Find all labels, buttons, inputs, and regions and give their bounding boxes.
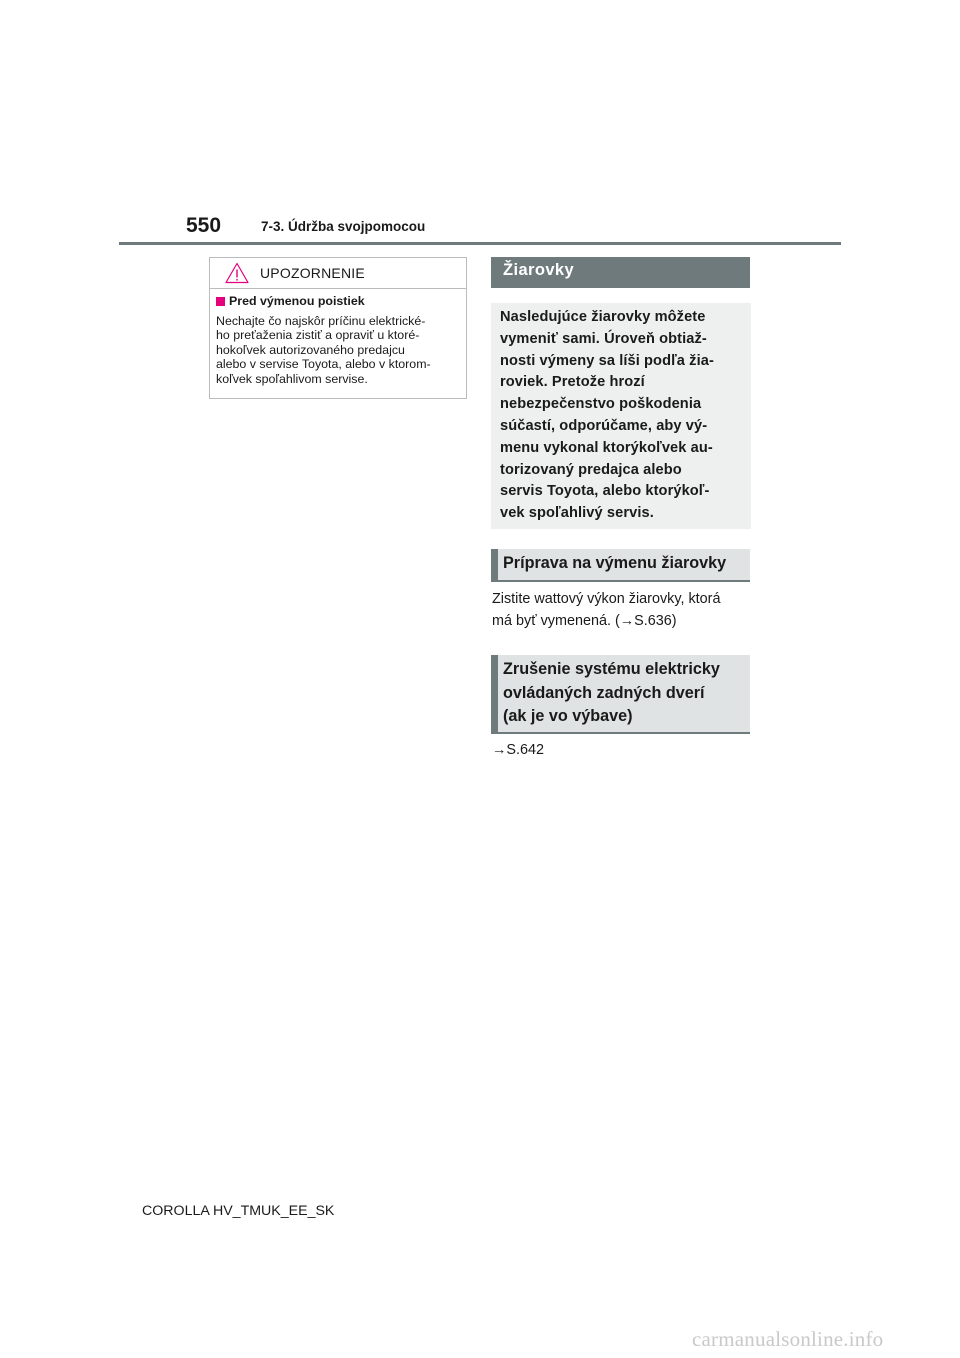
page-number: 550 [186, 214, 222, 237]
intro-line: Nasledujúce žiarovky môžete [500, 309, 706, 325]
intro-line: menu vykonal ktorýkoľvek au- [500, 439, 713, 456]
warning-body [210, 289, 466, 386]
warning-subheading [216, 294, 460, 309]
intro-line: nebezpečenstvo poškodenia [500, 396, 702, 413]
warning-triangle-icon [225, 262, 249, 284]
section-title-banner: Žiarovky [491, 257, 750, 288]
subsection-heading-power-back-door [491, 655, 750, 734]
page-reference-link[interactable]: má byť vymenená. (→S.636) [492, 613, 677, 629]
warning-line: koľvek spoľahlivom servise. [216, 371, 368, 386]
pink-square-bullet-icon [216, 297, 225, 306]
subsection-heading-bulb-preparation: Príprava na výmenu žiarovky [491, 549, 750, 582]
intro-line: vek spoľahlivý servis. [500, 505, 654, 522]
section-reference: 7-3. Údržba svojpomocou [261, 219, 426, 234]
warning-header [210, 258, 466, 289]
bulb-preparation-text [492, 588, 720, 632]
heading-line: (ak je vo výbave) [503, 707, 633, 725]
page-reference-link[interactable]: →S.642 [492, 742, 544, 758]
text-line: Zistite wattový výkon žiarovky, ktorá [492, 591, 721, 607]
warning-line: ho preťaženia zistiť a opraviť u ktoré- [216, 328, 420, 342]
warning-line: Nechajte čo najskôr príčinu elektrické- [216, 313, 426, 328]
heading-line: ovládaných zadných dverí [503, 683, 705, 702]
intro-line: súčastí, odporúčame, aby vý- [500, 417, 708, 434]
header-rule [119, 242, 841, 245]
warning-line: hokoľvek autorizovaného predajcu [216, 342, 405, 357]
footer-model: COROLLA HV_TMUK_EE_SK [142, 1203, 335, 1219]
intro-line: torizovaný predajca alebo [500, 461, 682, 478]
intro-line: vymeniť sami. Úroveň obtiaž- [500, 330, 707, 347]
warning-title: UPOZORNENIE [260, 265, 365, 281]
intro-line: servis Toyota, alebo ktorýkoľ- [500, 483, 710, 500]
intro-line: roviek. Pretože hrozí [500, 374, 645, 391]
watermark: carmanualsonline.info [692, 1327, 884, 1351]
intro-line: nosti výmeny sa líši podľa žia- [500, 352, 714, 369]
warning-box [209, 257, 467, 399]
warning-line: alebo v servise Toyota, alebo v ktorom- [216, 357, 431, 371]
heading-line: Zrušenie systému elektricky [503, 660, 720, 678]
warning-subheading-text: Pred výmenou poistiek [229, 294, 365, 308]
intro-box [491, 303, 751, 529]
